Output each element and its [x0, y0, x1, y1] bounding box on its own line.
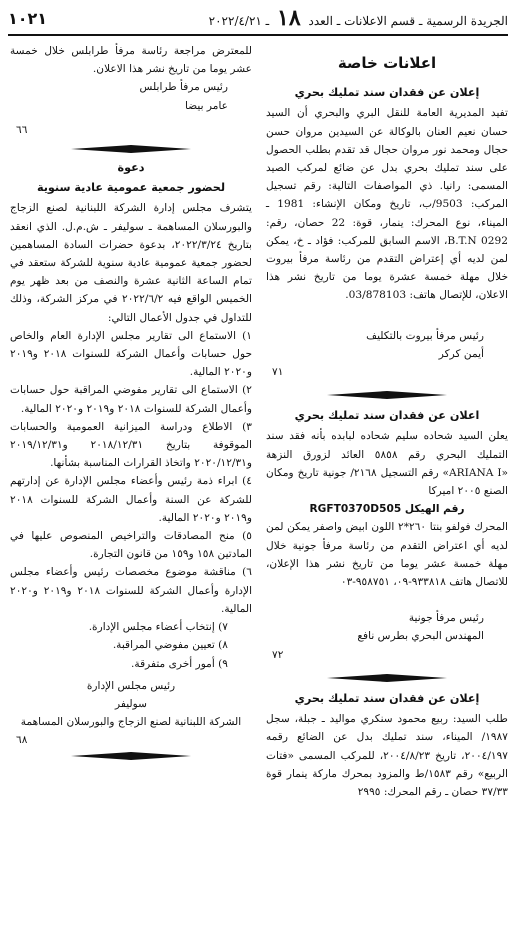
header-title-text: الجريدة الرسمية ـ قسم الاعلانات ـ العدد: [308, 14, 508, 28]
hull-number: RGFT0370D505: [309, 503, 402, 516]
page-number: ١٠٢١: [8, 8, 48, 28]
agenda-list: [10, 327, 252, 673]
ad-2-title: اعلان عن فقدان سند تمليك بحري: [294, 409, 480, 423]
issue-number: ١٨: [277, 5, 301, 31]
ad-2-hull-line: [266, 500, 508, 518]
ad-1-body: تفيد المديرية العامة للنقل البري والبحري أن السيد حسان نعيم العنان بالوكالة عن السيدين مروان حسن حجال ومحمد نور مروان حجال قد تقدم بطلب الحصول على سند تمليك بحري بدل عن ضائع لمركب الصيد المسمى: رانيا. ذي المواصفات التالية: رقم تسجيل المركب: 9503/ب، تاريخ ومكان الإنشاء: 1981 ـ الميناء، نوع المحرك: ينمار، قوة: 22 حصان، رقم: B.T.N 0292، الاسم السابق للمركب: فؤاد ـ خ، يمكن لمن لديه أي إعتراض التقدم من رئاسة مرفأ بيروت خلال مهلة خمسة عشرة يوما من تاريخ نشر هذا الاعلان، للإتصال هاتف: 03/878103.: [266, 107, 508, 302]
agenda-item: ٣) الاطلاع ودراسة الميزانية العمومية والحسابات الموقوفة بتاريخ ٢٠١٨/١٢/٣١ و٢٠١٩/١٢/٣١ و٢٠٢٠/١٢/٣١ واتخاذ القرارات المناسبة بشأنها.: [10, 420, 253, 470]
diamond-rule-icon: [327, 391, 447, 399]
agenda-item: ٤) ابراء ذمة رئيس وأعضاء مجلس الإدارة عن إدارتهم للشركة عن السنة وأعمال الشركة للسنوات ٢٠١٨ و٢٠١٩ و٢٠٢٠ المالية.: [10, 475, 252, 524]
header-rule: [8, 34, 508, 36]
meeting-invitation: [10, 159, 252, 750]
separator: [266, 391, 508, 399]
invitation-body: يتشرف مجلس إدارة الشركة اللبنانية لصنع الزجاج والبورسلان المساهمة ـ سوليفر ـ ش.م.ل. الذي انعقد بتاريخ ٢٠٢٢/٣/٢٤، بدعوة حضرات السادة المساهمين لحضور جمعية عمومية عادية سنوية للشركة ستعقد في تمام الساعة الثانية عشرة والنصف من بعد ظهر يوم الخميس الواقع فيه ٢٠٢٢/٦/٢ في مركز الشركة، وذلك للتداول في جدول الأعمال التالي:: [10, 202, 252, 324]
ad-2-signatory-name: المهندس البحري بطرس نافع: [357, 630, 484, 643]
ad-2-body: يعلن السيد شحاده سليم شحاده لبابده بأنه فقد سند التمليك البحري رقم ٥٨٥٨ العائد لزورق النزهة «ARIANA I» رقم التسجيل ٢١٦٨/ جونية تاريخ ومكان الصنع ٢٠٠٥ اميركا: [266, 430, 509, 498]
ad-1-title: إعلان عن فقدان سند تمليك بحري: [294, 86, 480, 100]
invitation-signatory-title: رئيس مجلس الإدارة: [86, 679, 176, 692]
agenda-item: ٩) أمور أخرى متفرقة.: [131, 657, 228, 670]
ad-2: [266, 407, 508, 664]
agenda-item: ٦) مناقشة موضوع مخصصات رئيس وأعضاء مجلس الإدارة وأعمال الشركة للسنوات ٢٠١٨ و٢٠١٩ و٢٠٢٠ المالية.: [10, 566, 253, 615]
separator: [10, 145, 252, 153]
invitation-signatory-fullname: الشركة اللبنانية لصنع الزجاج والبورسلان المساهمة: [20, 716, 242, 729]
right-column: [266, 42, 508, 801]
ad-1-signatory-name: أيمن كركر: [438, 347, 484, 360]
diamond-rule-icon: [71, 752, 191, 760]
tripoli-signatory-title: رئيس مرفأ طرابلس: [139, 81, 228, 94]
diamond-rule-icon: [327, 674, 447, 682]
ad-2-number: ٧٢: [272, 648, 284, 661]
ad-3-title: إعلان عن فقدان سند تمليك بحري: [294, 691, 480, 705]
agenda-item: ٥) منح المصادقات والتراخيص المنصوص عليها في المادتين ١٥٨ و١٥٩ من قانون التجارة.: [10, 530, 252, 561]
separator: [266, 674, 508, 682]
agenda-item: ١) الاستماع الى تقارير مجلس الإدارة العام والخاص حول حسابات وأعمال الشركة للسنوات ٢٠١٨ و٢٠١٩ و٢٠٢٠ المالية.: [10, 329, 253, 379]
separator: [10, 752, 252, 760]
ad-2-signatory-title: رئيس مرفأ جونية: [408, 612, 484, 625]
left-column: [10, 42, 252, 762]
agenda-item: ٢) الاستماع الى تقارير مفوضي المراقبة حول حسابات وأعمال الشركة للسنوات ٢٠١٨ و٢٠١٩ و٢٠٢٠ المالية.: [10, 384, 252, 415]
ad-1-number: ٧١: [272, 366, 284, 379]
diamond-rule-icon: [71, 145, 191, 153]
ad-1-signatory-title: رئيس مرفأ بيروت بالتكليف: [366, 329, 484, 342]
section-title: اعلانات خاصة: [337, 54, 437, 72]
ad-68-number: ٦٨: [16, 734, 28, 747]
agenda-item: ٨) تعيين مفوضي المراقبة.: [112, 639, 228, 652]
tripoli-signatory-name: عامر بيضا: [185, 99, 228, 112]
ad-66-number: ٦٦: [16, 123, 28, 136]
hull-label: رقم الهيكل: [404, 503, 465, 516]
invitation-subtitle: لحضور جمعية عمومية عادية سنوية: [36, 181, 226, 195]
continuation-text: للمعترض مراجعة رئاسة مرفأ طرابلس خلال خمسة عشر يوما من تاريخ نشر هذا الاعلان.: [10, 45, 252, 76]
ad-1: [266, 84, 508, 381]
ad-2-body-2: المحرك فولفو بنتا ٢٦٠*٢ اللون ابيض واصفر يمكن لمن لديه أي اعتراض التقدم من رئاسة مرفأ جونية خلال مهلة خمسة عشر يوما من تاريخ نشر هذا الإعلان، للاتصال هاتف ٩٣٣٨١٨-٠٩، ٩٥٨٧٥١-٠٣: [266, 521, 509, 589]
ad-3-body: طلب السيد: ربيع محمود سنكري موالید ـ جبلة، سجل ١٩٨٧/ الميناء، سند تمليك بدل عن الضائع رقمه ٢٠٠٤/١٩٧، تاريخ ٢٠٠٤/٨/٢٣، للمركب المسمى «فتات الربيع» رقم ١٥٨٣/ط والمزود بمحرك ماركة ينمار قوة ٣٧/٣٣ حصان ـ رقم المحرك: ٢٩٩٥: [266, 713, 509, 798]
header-title: [209, 5, 508, 31]
invitation-title: دعوة: [117, 161, 145, 175]
invitation-signatory-company: سوليفر: [115, 697, 147, 710]
issue-date: ـ ٢٠٢٢/٤/٢١: [208, 14, 270, 28]
ad-3: [266, 690, 508, 801]
agenda-item: ٧) إنتخاب أعضاء مجلس الإدارة.: [88, 621, 228, 634]
page-header: [8, 6, 508, 30]
